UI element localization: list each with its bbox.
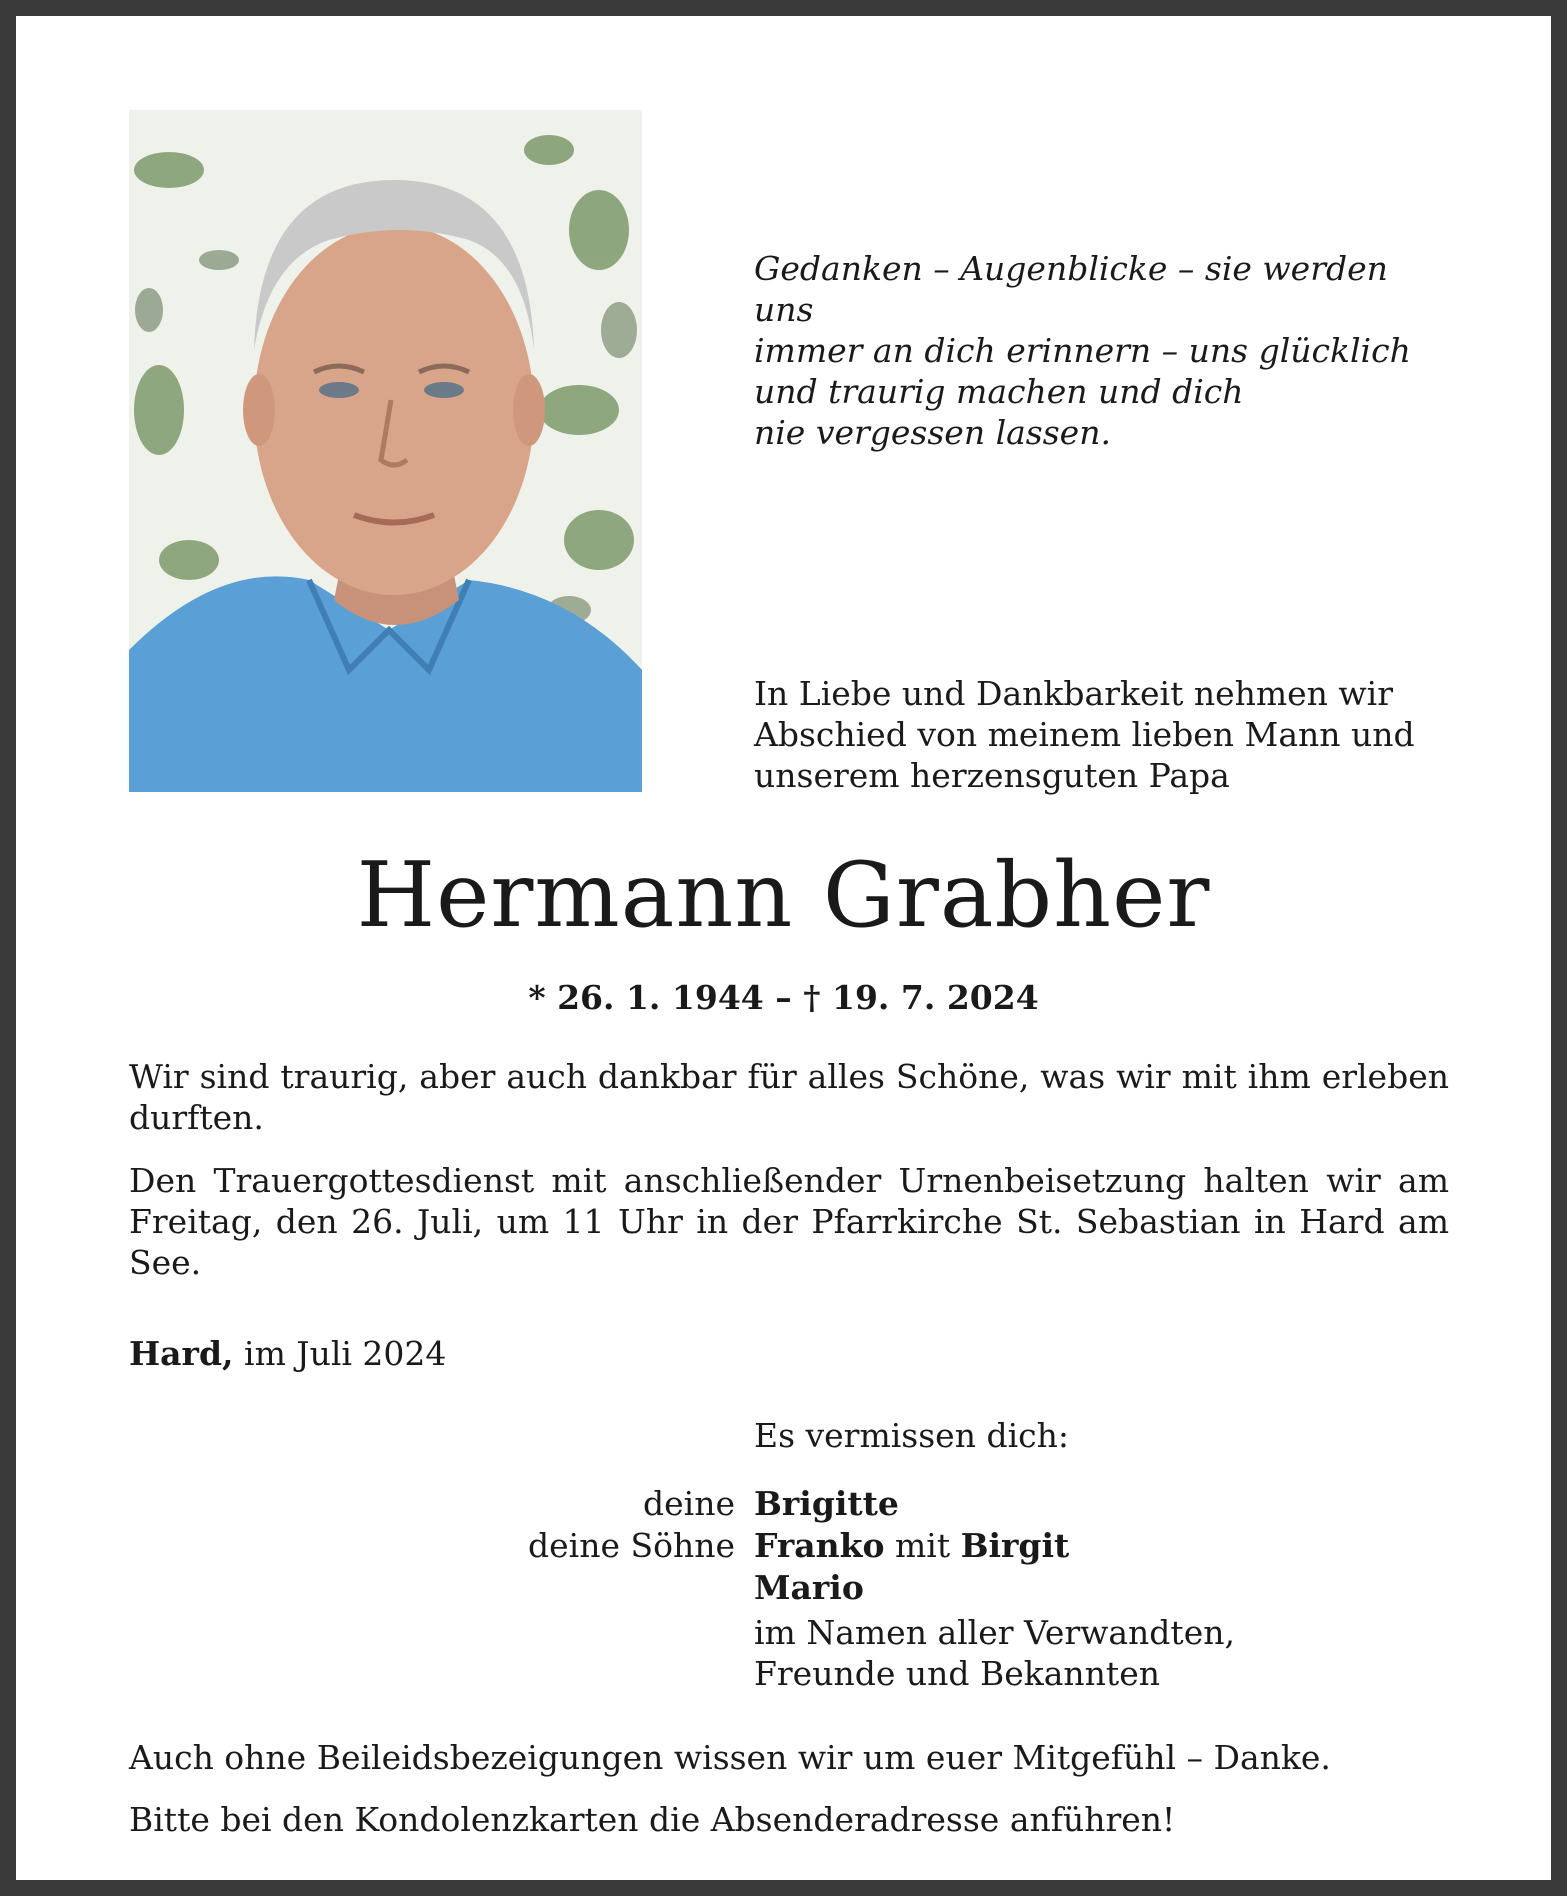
memorial-quote: Gedanken – Augenblicke – sie werden uns immer an dich erinnern – uns glücklich und traurig machen und dich nie vergessen lassen. xyxy=(754,249,1411,452)
son1-line xyxy=(754,1526,1069,1565)
wife-relation: deine xyxy=(643,1484,735,1523)
son2-line xyxy=(754,1568,864,1607)
son1-name: Franko xyxy=(754,1526,885,1565)
mourners-heading: Es vermissen dich: xyxy=(754,1416,1069,1455)
portrait-illustration xyxy=(129,110,642,792)
address-note: Bitte bei den Kondolenzkarten die Absenderadresse anführen! xyxy=(129,1800,1176,1839)
mourners-rest: im Namen aller Verwandten, Freunde und Bekannten xyxy=(754,1613,1235,1693)
son1-partner-name: Birgit xyxy=(960,1526,1070,1565)
portrait-photo xyxy=(129,110,642,792)
condolence-note: Auch ohne Beileidsbezeigungen wissen wir um euer Mitgefühl – Danke. xyxy=(129,1738,1331,1777)
farewell-intro: In Liebe und Dankbarkeit nehmen wir Abschied von meinem lieben Mann und unserem herzensguten Papa xyxy=(754,674,1415,795)
gratitude-paragraph: Wir sind traurig, aber auch dankbar für alles Schöne, was wir mit ihm erleben durften. xyxy=(129,1057,1449,1137)
place-date: im Juli 2024 xyxy=(244,1334,447,1373)
deceased-name: Hermann Grabher xyxy=(356,843,1211,948)
with-word: mit xyxy=(895,1526,951,1565)
service-paragraph: Den Trauergottesdienst mit anschließender Urnenbeisetzung halten wir am Freitag, den 26. Juli, um 11 Uhr in der Pfarrkirche St. Sebastian in Hard am See. xyxy=(129,1161,1449,1282)
place-town: Hard, xyxy=(129,1334,234,1373)
son2-name: Mario xyxy=(754,1568,864,1607)
sons-relation: deine Söhne xyxy=(528,1526,735,1565)
place-date-line xyxy=(129,1334,446,1373)
life-dates: * 26. 1. 1944 – † 19. 7. 2024 xyxy=(528,978,1039,1017)
wife-name: Brigitte xyxy=(754,1484,899,1523)
wife-name-line xyxy=(754,1484,899,1523)
obituary-card xyxy=(16,16,1551,1880)
